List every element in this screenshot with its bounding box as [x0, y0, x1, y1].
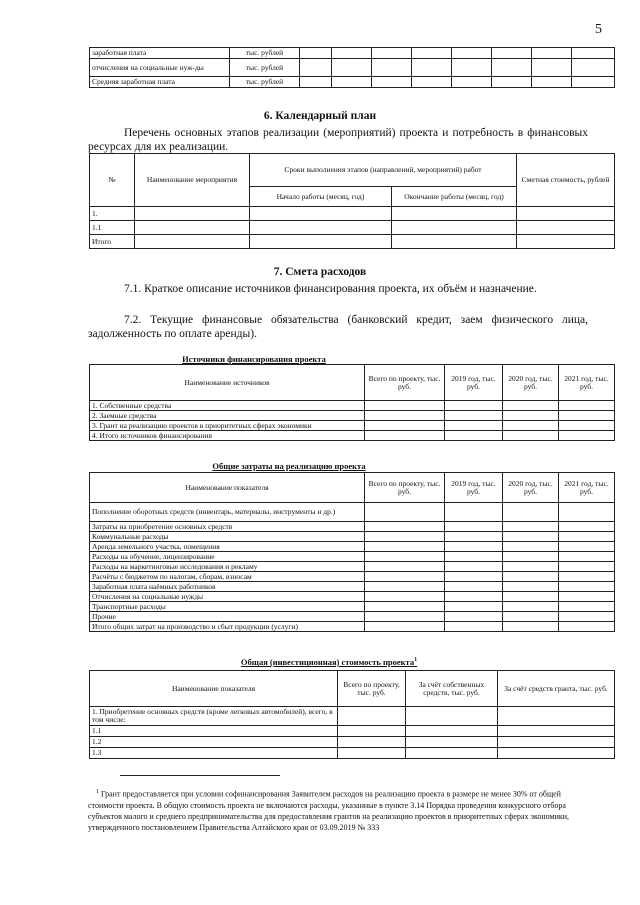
table-row: 4. Итого источников финансирования [90, 431, 615, 441]
table-row: Отчисления на социальные нужды [90, 592, 615, 602]
table-row: Коммунальные расходы [90, 532, 615, 542]
table-row: Средняя заработная плата тыс. рублей [90, 77, 615, 88]
footnote: $^1$ Грант предоставляется при условии софинансирования Заявителем расходов на реализацию проекта в размере не менее 30% от общей стоимости проекта. В общую стоимость проекта не включаются расходы, указанные в пункте 3.14 Порядка проведения конкурсного отбора субъектов малого и среднего предпринимательства для предоставления грантов на реализацию проектов в приоритетных сферах экономики, утвержденного постановлением Правительства Алтайского края от 03.09.2019 № 333 [88, 789, 570, 832]
section-6-title: 6. Календарный план [263, 110, 377, 122]
table-row: Транспортные расходы [90, 602, 615, 612]
table-row: 3. Грант на реализацию проектов в приоритетных сферах экономики [90, 421, 615, 431]
table-row: Пополнение оборотных средств (инвентарь, материалы, инструменты и др.) [90, 503, 615, 522]
page-number: 5 [595, 22, 602, 37]
footnote-rule [120, 775, 280, 776]
table-row: Заработная плата наёмных работников [90, 582, 615, 592]
table-row: 1.2 [90, 737, 615, 748]
table-row: Расходы на обучение, лицензирование [90, 552, 615, 562]
table-row: 1.1 [90, 221, 615, 235]
section-7-title: 7. Смета расходов [273, 266, 367, 278]
table-row: 1.3 [90, 748, 615, 759]
table-row: 1. Приобретение основных средств (кроме легковых автомобилей), всего, в том числе: [90, 707, 615, 726]
table-row: Прочие [90, 612, 615, 622]
section-6-text: Перечень основных этапов реализации (мероприятий) проекта и потребность в финансовых ресурсах для их реализации. [88, 127, 588, 153]
costs-table: Наименование показателя Всего по проекту, тыс. руб. 2019 год, тыс. руб. 2020 год, тыс. руб. 2021 год, тыс. руб. Пополнение оборотных средств (инвентарь, материалы, инструменты и др.) Затраты на приобретение основных средств Коммунальные расходы Аренда земельного участка, помещения Расходы на обучение, лицензирование Расходы на маркетинговые исследования и рекламу Расчёты с бюджетом по налогам, сборам, взносам Заработная плата наёмных работников Отчисления на социальные нужды Транспортные расходы Прочие Итого общих затрат на производство и сбыт продукции (услуги) [89, 472, 615, 632]
sources-table: Наименование источников Всего по проекту, тыс. руб. 2019 год, тыс. руб. 2020 год, тыс. руб. 2021 год, тыс. руб. 1. Собственные средства 2. Заемные средства 3. Грант на реализацию проектов в приоритетных сферах экономики 4. Итого источников финансирования [89, 364, 615, 441]
table-row: Итого общих затрат на производство и сбыт продукции (услуги) [90, 622, 615, 632]
table-row: отчисления на социальные нуж-ды тыс. рублей [90, 59, 615, 77]
table-row: 1. [90, 207, 615, 221]
table-row: 1. Собственные средства [90, 401, 615, 411]
investment-table: Наименование показателя Всего по проекту, тыс. руб. За счёт собственных средств, тыс. руб. За счёт средств гранта, тыс. руб. 1. Приобретение основных средств (кроме легковых автомобилей), всего, в том числе: 1.1 1.2 1.3 [89, 670, 615, 759]
table-row: Аренда земельного участка, помещения [90, 542, 615, 552]
table-row: 1.1 [90, 726, 615, 737]
table-row: Расчёты с бюджетом по налогам, сборам, взносам [90, 572, 615, 582]
section-7-p2: 7.2. Текущие финансовые обязательства (банковский кредит, заем физического лица, задолженность по оплате аренды). [88, 314, 588, 340]
table-row: Затраты на приобретение основных средств [90, 522, 615, 532]
table-row: 2. Заемные средства [90, 411, 615, 421]
calendar-plan-table: № Наименование мероприятия Сроки выполнения этапов (направлений, мероприятий) работ Сметная стоимость, рублей Начало работы (месяц, год) Окончание работы (месяц, год) 1. 1.1 Итого [89, 153, 615, 249]
section-7-p1: 7.1. Краткое описание источников финансирования проекта, их объём и назначение. [124, 283, 537, 295]
costs-caption: Общие затраты на реализацию проекта [212, 461, 366, 471]
table-row: Расходы на маркетинговые исследования и рекламу [90, 562, 615, 572]
table-row: Итого [90, 235, 615, 249]
table-row: заработная плата тыс. рублей [90, 48, 615, 59]
top-table [89, 47, 615, 88]
investment-caption: Общая (инвестиционная) стоимость проекта$^1$ [240, 657, 418, 667]
sources-caption: Источники финансирования проекта [182, 354, 326, 364]
